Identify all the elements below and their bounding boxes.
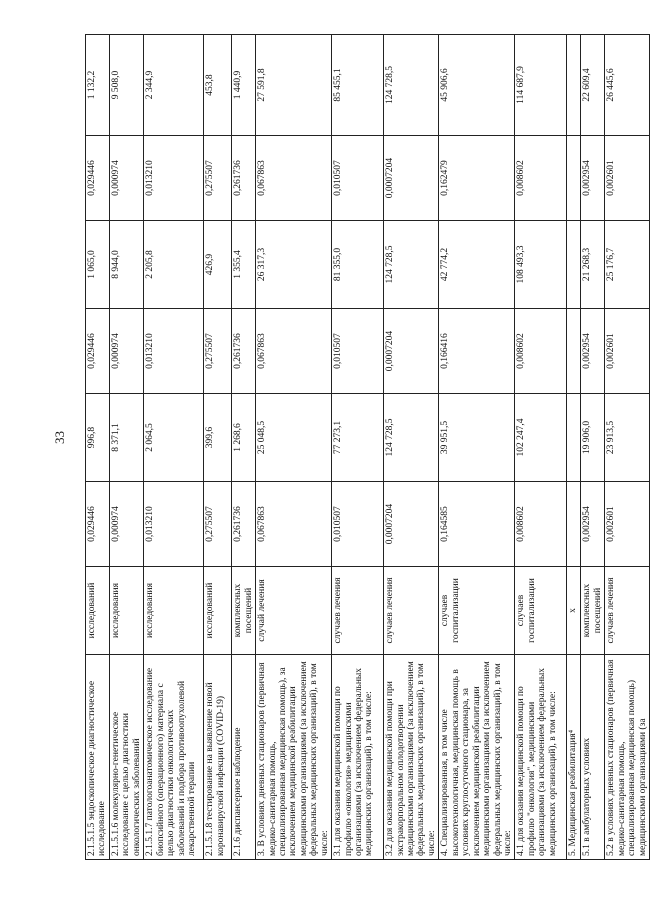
value-cell: 1 440,9	[232, 35, 256, 136]
value-cell: 0,275507	[204, 136, 232, 221]
table-row	[256, 35, 332, 860]
value-cell: 0,002601	[605, 482, 650, 567]
unit-cell: исследования	[109, 567, 143, 655]
value-cell: 1 132,2	[86, 35, 110, 136]
value-cell	[567, 394, 581, 482]
value-cell: 1 065,0	[86, 221, 110, 309]
table-row	[605, 35, 650, 860]
unit-cell: случай лечения	[256, 567, 332, 655]
value-cell	[567, 221, 581, 309]
value-cell: 0,275507	[204, 482, 232, 567]
value-cell: 124 728,5	[384, 35, 439, 136]
value-cell: 114 687,9	[515, 35, 567, 136]
value-cell: 0,000974	[109, 309, 143, 394]
row-name-cell: 4. Специализированная, в том числе высокотехнологичная, медицинская помощь в условиях круглосуточного стационара, за исключением медицинской реабилитации медицинскими организациями (за исключением федеральных медицинских организаций), в том числе:	[439, 655, 515, 860]
value-cell: 1 268,6	[232, 394, 256, 482]
unit-cell: случаев лечения	[332, 567, 384, 655]
value-cell: 0,002601	[605, 309, 650, 394]
value-cell: 0,013210	[144, 309, 204, 394]
value-cell: 0,067863	[256, 309, 332, 394]
rotated-table-container	[85, 35, 648, 860]
table-row	[439, 35, 515, 860]
row-name-cell: 2.1.6 диспансерное наблюдение	[232, 655, 256, 860]
row-name-cell: 3. В условиях дневных стационаров (первичная медико-санитарная помощь, специализированная медицинская помощь), за исключением медицинской реабилитации медицинскими организациями (за исключением федеральных медицинских организаций), в том числе:	[256, 655, 332, 860]
value-cell	[567, 136, 581, 221]
value-cell: 77 273,1	[332, 394, 384, 482]
value-cell: 0,162479	[439, 136, 515, 221]
value-cell: 0,275507	[204, 309, 232, 394]
value-cell: 399,6	[204, 394, 232, 482]
value-cell: 0,000974	[109, 136, 143, 221]
row-name-cell: 3.1 для оказания медицинской помощи по профилю «онкология» медицинскими организациями (за исключением федеральных медицинских организаций), в том числе:	[332, 655, 384, 860]
table-row	[384, 35, 439, 860]
value-cell: 0,0007204	[384, 136, 439, 221]
value-cell: 0,067863	[256, 482, 332, 567]
value-cell: 0,008602	[515, 136, 567, 221]
value-cell: 0,261736	[232, 482, 256, 567]
value-cell	[567, 482, 581, 567]
value-cell: 0,067863	[256, 136, 332, 221]
value-cell: 102 247,4	[515, 394, 567, 482]
value-cell: 0,000974	[109, 482, 143, 567]
unit-cell: исследований	[86, 567, 110, 655]
value-cell: 2 344,9	[144, 35, 204, 136]
row-name-cell: 5. Медицинская реабилитация⁴	[567, 655, 581, 860]
value-cell: 45 906,6	[439, 35, 515, 136]
value-cell: 0,002954	[581, 136, 605, 221]
unit-cell: случаев госпитализации	[439, 567, 515, 655]
value-cell: 996,8	[86, 394, 110, 482]
value-cell: 26 317,3	[256, 221, 332, 309]
value-cell: 124 728,5	[384, 394, 439, 482]
row-name-cell: 5.2 в условиях дневных стационаров (первичная медико-санитарная помощь, специализированная медицинская помощь) медицинскими организациями (за	[605, 655, 650, 860]
value-cell: 0,029446	[86, 309, 110, 394]
table-row	[144, 35, 204, 860]
value-cell: 124 728,5	[384, 221, 439, 309]
value-cell: 26 445,6	[605, 35, 650, 136]
value-cell: 0,029446	[86, 482, 110, 567]
row-name-cell: 3.2 для оказания медицинской помощи при экстракорпоральном оплодотворении медицинскими организациями (за исключением федеральных медицинских организаций), в том числе:	[384, 655, 439, 860]
value-cell: 0,029446	[86, 136, 110, 221]
unit-cell: х	[567, 567, 581, 655]
value-cell: 2 064,5	[144, 394, 204, 482]
unit-cell: комплексных посещений	[232, 567, 256, 655]
value-cell: 453,8	[204, 35, 232, 136]
value-cell: 0,008602	[515, 309, 567, 394]
value-cell: 85 455,1	[332, 35, 384, 136]
row-name-cell: 2.1.5.1.6 молекулярно-генетическое исследование с целью диагностики онкологических заболеваний	[109, 655, 143, 860]
value-cell: 25 048,5	[256, 394, 332, 482]
value-cell: 39 951,5	[439, 394, 515, 482]
value-cell: 0,013210	[144, 482, 204, 567]
value-cell: 25 176,7	[605, 221, 650, 309]
row-name-cell: 2.1.5.1.5 эндоскопическое диагностическое исследование	[86, 655, 110, 860]
table-row	[109, 35, 143, 860]
value-cell: 0,010507	[332, 482, 384, 567]
value-cell: 0,164585	[439, 482, 515, 567]
value-cell: 0,0007204	[384, 482, 439, 567]
value-cell: 21 268,3	[581, 221, 605, 309]
value-cell: 0,010507	[332, 309, 384, 394]
table-body	[86, 35, 650, 860]
unit-cell: исследования	[144, 567, 204, 655]
value-cell: 0,002954	[581, 309, 605, 394]
row-name-cell: 2.1.5.1.7 патологоанатомическое исследование биопсийного (операционного) материала с целью диагностики онкологических заболеваний и подбора противоопухолевой лекарственной терапии	[144, 655, 204, 860]
table-row	[515, 35, 567, 860]
value-cell: 8 371,1	[109, 394, 143, 482]
value-cell: 0,261736	[232, 136, 256, 221]
table-row	[581, 35, 605, 860]
value-cell	[567, 35, 581, 136]
unit-cell: случаев лечения	[605, 567, 650, 655]
value-cell: 0,261736	[232, 309, 256, 394]
value-cell: 0,008602	[515, 482, 567, 567]
table-row	[332, 35, 384, 860]
row-name-cell: 2.1.5.1.8 тестирование на выявление новой коронавирусной инфекции (COVID-19)	[204, 655, 232, 860]
table-row	[204, 35, 232, 860]
table-row	[86, 35, 110, 860]
value-cell: 2 205,8	[144, 221, 204, 309]
value-cell: 9 508,0	[109, 35, 143, 136]
value-cell: 0,0007204	[384, 309, 439, 394]
value-cell: 8 944,0	[109, 221, 143, 309]
value-cell: 426,9	[204, 221, 232, 309]
value-cell: 0,013210	[144, 136, 204, 221]
value-cell: 0,166416	[439, 309, 515, 394]
value-cell: 23 913,5	[605, 394, 650, 482]
unit-cell: комплексных посещений	[581, 567, 605, 655]
value-cell: 27 591,8	[256, 35, 332, 136]
unit-cell: случаев госпитализации	[515, 567, 567, 655]
page-number: 33	[52, 431, 67, 444]
value-cell: 19 906,0	[581, 394, 605, 482]
value-cell: 42 774,2	[439, 221, 515, 309]
unit-cell: исследований	[204, 567, 232, 655]
row-name-cell: 5.1 в амбулаторных условиях	[581, 655, 605, 860]
value-cell: 81 355,0	[332, 221, 384, 309]
value-cell	[567, 309, 581, 394]
value-cell: 0,002601	[605, 136, 650, 221]
value-cell: 108 493,3	[515, 221, 567, 309]
value-cell: 22 609,4	[581, 35, 605, 136]
value-cell: 0,002954	[581, 482, 605, 567]
value-cell: 0,010507	[332, 136, 384, 221]
value-cell: 1 355,4	[232, 221, 256, 309]
table-row	[567, 35, 581, 860]
table-row	[232, 35, 256, 860]
unit-cell: случаев лечения	[384, 567, 439, 655]
standards-table	[85, 34, 650, 860]
row-name-cell: 4.1 для оказания медицинской помощи по профилю "онкология", медицинскими организациями (за исключением федеральных медицинских организаций), в том числе:	[515, 655, 567, 860]
